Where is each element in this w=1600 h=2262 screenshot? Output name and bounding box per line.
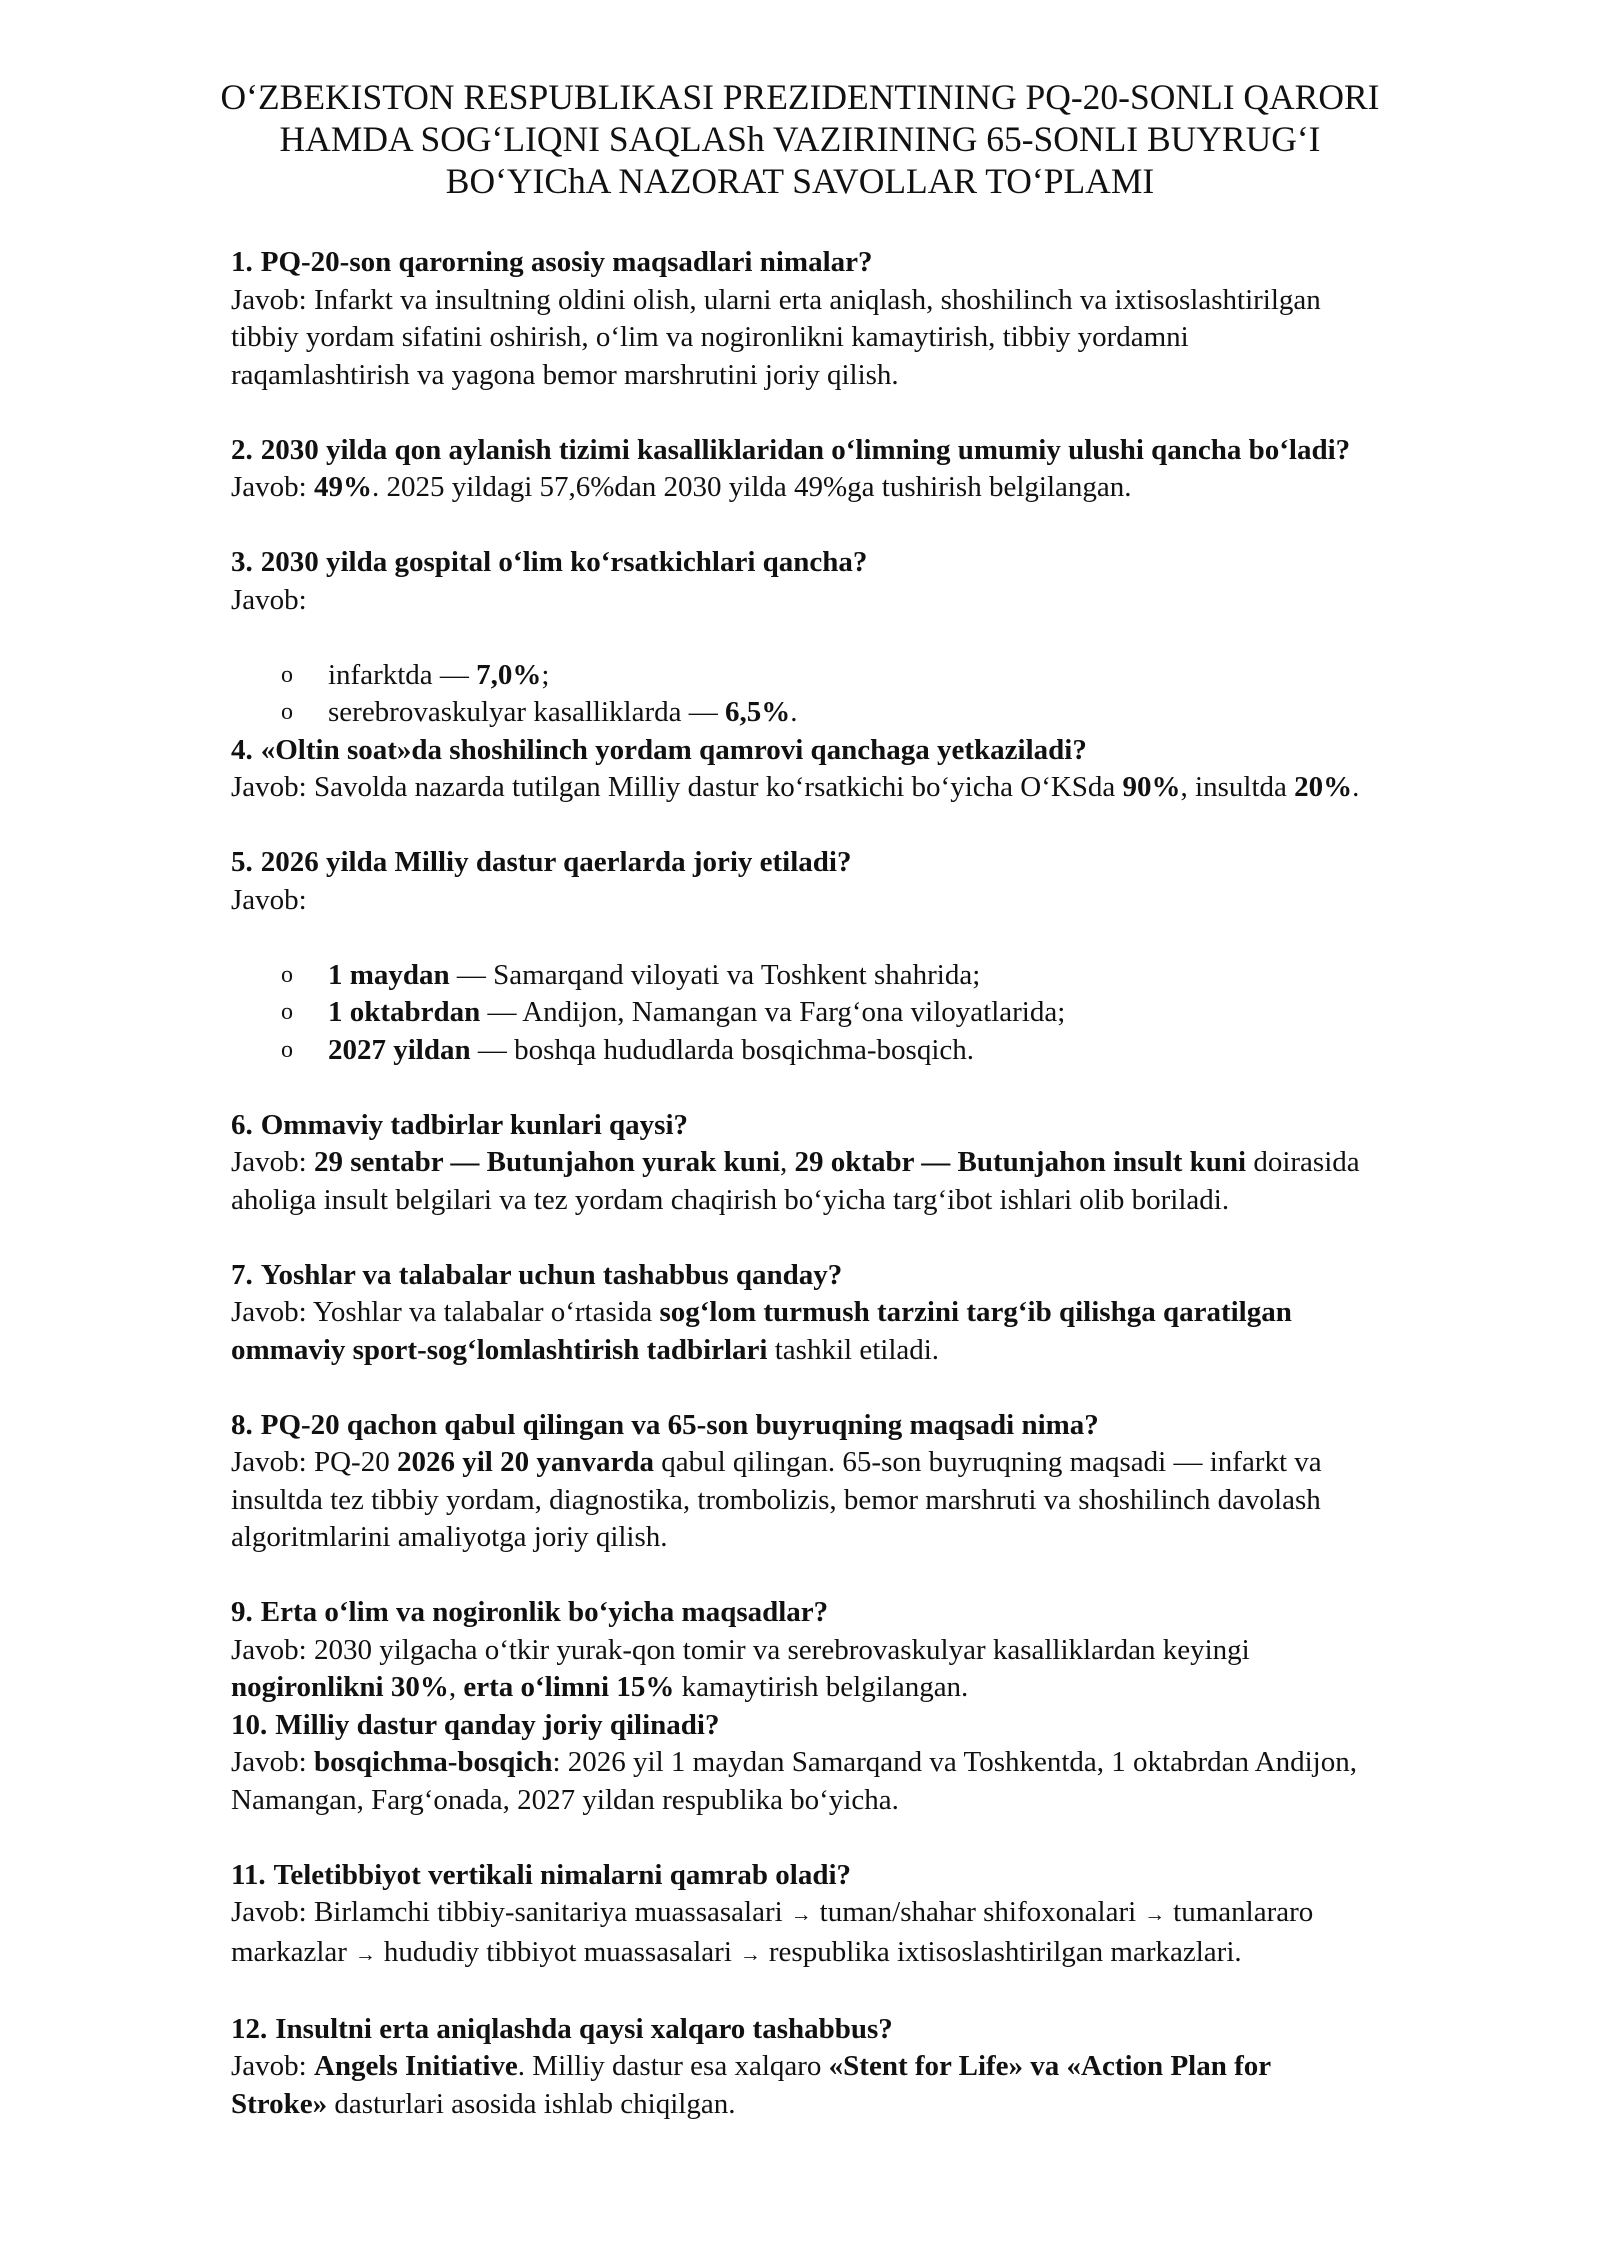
question-item-11 [231,1857,1493,1974]
question-8: 8. PQ-20 qachon qabul qilingan va 65-son buyruqning maqsadi nima? [231,1408,1099,1441]
answer-9: Javob: 2030 yilgacha o‘tkir yurak-qon tomir va serebrovaskulyar kasalliklardan keyingi nogironlikni 30%, erta o‘limni 15% kamaytirish belgilangan. [231,1633,1250,1703]
question-item-4 [231,732,1493,807]
bullet-icon: o [281,661,293,688]
bullet-icon: o [281,699,293,725]
question-item-7 [231,1257,1493,1370]
list-item: o 2027 yildan — boshqa hududlarda bosqichma-bosqich. [231,1032,1493,1070]
answer-7: Javob: Yoshlar va talabalar o‘rtasida sog‘lom turmush tarzini targ‘ib qilishga qaratilgan ommaviy sport-sog‘lomlashtirish tadbirlari tashkil etiladi. [231,1296,1292,1366]
question-item-5 [231,844,1493,1069]
question-7: 7. Yoshlar va talabalar uchun tashabbus qanday? [231,1258,843,1291]
answer-1: Javob: Infarkt va insultning oldini olish, ularni erta aniqlash, shoshilinch va ixtisoslashtirilgan tibbiy yordam sifatini oshirish, o‘lim va nogironlikni kamaytirish, tibbiy yordamni raqamlashtirish va yagona bemor marshrutini joriy qilish. [231,283,1321,391]
question-item-12 [231,2011,1493,2124]
arrow-right-icon: → [739,1941,761,1966]
answer-11: Javob: Birlamchi tibbiy-sanitariya muassasalari → tuman/shahar shifoxonalari → tumanlararo markazlar → hududiy tibbiyot muassasalari → respublika ixtisoslashtirilgan markazlari. [231,1894,1493,1973]
arrow-right-icon: → [354,1941,376,1966]
list-item: o serebrovaskulyar kasalliklarda — 6,5%. [231,694,1493,732]
questions-list [231,244,1493,2161]
answer-5-list [231,957,1493,1070]
question-item-8 [231,1407,1493,1557]
question-1: 1. PQ-20-son qarorning asosiy maqsadlari nimalar? [231,246,873,278]
answer-2: Javob: 49%. 2025 yildagi 57,6%dan 2030 yilda 49%ga tushirish belgilangan. [231,471,1132,503]
bullet-icon: o [281,1036,293,1063]
question-2: 2. 2030 yilda qon aylanish tizimi kasalliklaridan o‘limning umumiy ulushi qancha bo‘ladi? [231,433,1351,466]
answer-5: Javob: [231,883,307,916]
question-3: 3. 2030 yilda gospital o‘lim ko‘rsatkichlari qancha? [231,546,868,578]
answer-12: Javob: Angels Initiative. Milliy dastur esa xalqaro «Stent for Life» va «Action Plan for Stroke» dasturlari asosida ishlab chiqilgan. [231,2050,1272,2120]
title-line-3: BO‘YIChA NAZORAT SAVOLLAR TO‘PLAMI [445,161,1155,201]
question-item-1 [231,244,1493,394]
answer-8: Javob: PQ-20 2026 yil 20 yanvarda qabul qilingan. 65-son buyruqning maqsadi — infarkt va insultda tez tibbiy yordam, diagnostika, trombolizis, bemor marshruti va shoshilinch davolash algoritmlarini amaliyotga joriy qilish. [231,1446,1322,1553]
question-12: 12. Insultni erta aniqlashda qaysi xalqaro tashabbus? [231,2012,893,2045]
document-title [200,76,1400,202]
answer-3-list [231,657,1493,732]
arrow-right-icon: → [1144,1902,1166,1926]
list-item: o 1 oktabrdan — Andijon, Namangan va Farg‘ona viloyatlarida; [231,994,1493,1032]
answer-4: Javob: Savolda nazarda tutilgan Milliy dastur ko‘rsatkichi bo‘yicha O‘KSda 90%, insultda 20%. [231,771,1360,803]
list-item: o 1 maydan — Samarqand viloyati va Toshkent shahrida; [231,957,1493,995]
arrow-right-icon: → [790,1902,812,1926]
question-5: 5. 2026 yilda Milliy dastur qaerlarda joriy etiladi? [231,846,852,878]
question-9: 9. Erta o‘lim va nogironlik bo‘yicha maqsadlar? [231,1596,829,1628]
question-item-2 [231,432,1493,507]
question-item-10 [231,1707,1493,1820]
title-line-2: HAMDA SOG‘LIQNI SAQLASh VAZIRINING 65-SONLI BUYRUG‘I [279,119,1321,159]
question-6: 6. Ommaviy tadbirlar kunlari qaysi? [231,1108,689,1141]
question-item-3 [231,544,1493,732]
question-item-9 [231,1594,1493,1707]
answer-3: Javob: [231,583,307,616]
answer-6: Javob: 29 sentabr — Butunjahon yurak kuni, 29 oktabr — Butunjahon insult kuni doirasida aholiga insult belgilari va tez yordam chaqirish bo‘yicha targ‘ibot ishlari olib boriladi. [231,1146,1360,1216]
question-11: 11. Teletibbiyot vertikali nimalarni qamrab oladi? [231,1858,852,1891]
question-item-6 [231,1107,1493,1220]
question-4: 4. «Oltin soat»da shoshilinch yordam qamrovi qanchaga yetkaziladi? [231,733,1087,766]
list-item: o infarktda — 7,0%; [231,657,1493,695]
answer-10: Javob: bosqichma-bosqich: 2026 yil 1 maydan Samarqand va Toshkentda, 1 oktabrdan Andijon, Namangan, Farg‘onada, 2027 yildan respublika bo‘yicha. [231,1746,1357,1816]
bullet-icon: o [281,999,293,1025]
bullet-icon: o [281,961,293,988]
title-line-1: O‘ZBEKISTON RESPUBLIKASI PREZIDENTINING PQ-20-SONLI QARORI [220,77,1380,117]
question-10: 10. Milliy dastur qanday joriy qilinadi? [231,1708,720,1741]
